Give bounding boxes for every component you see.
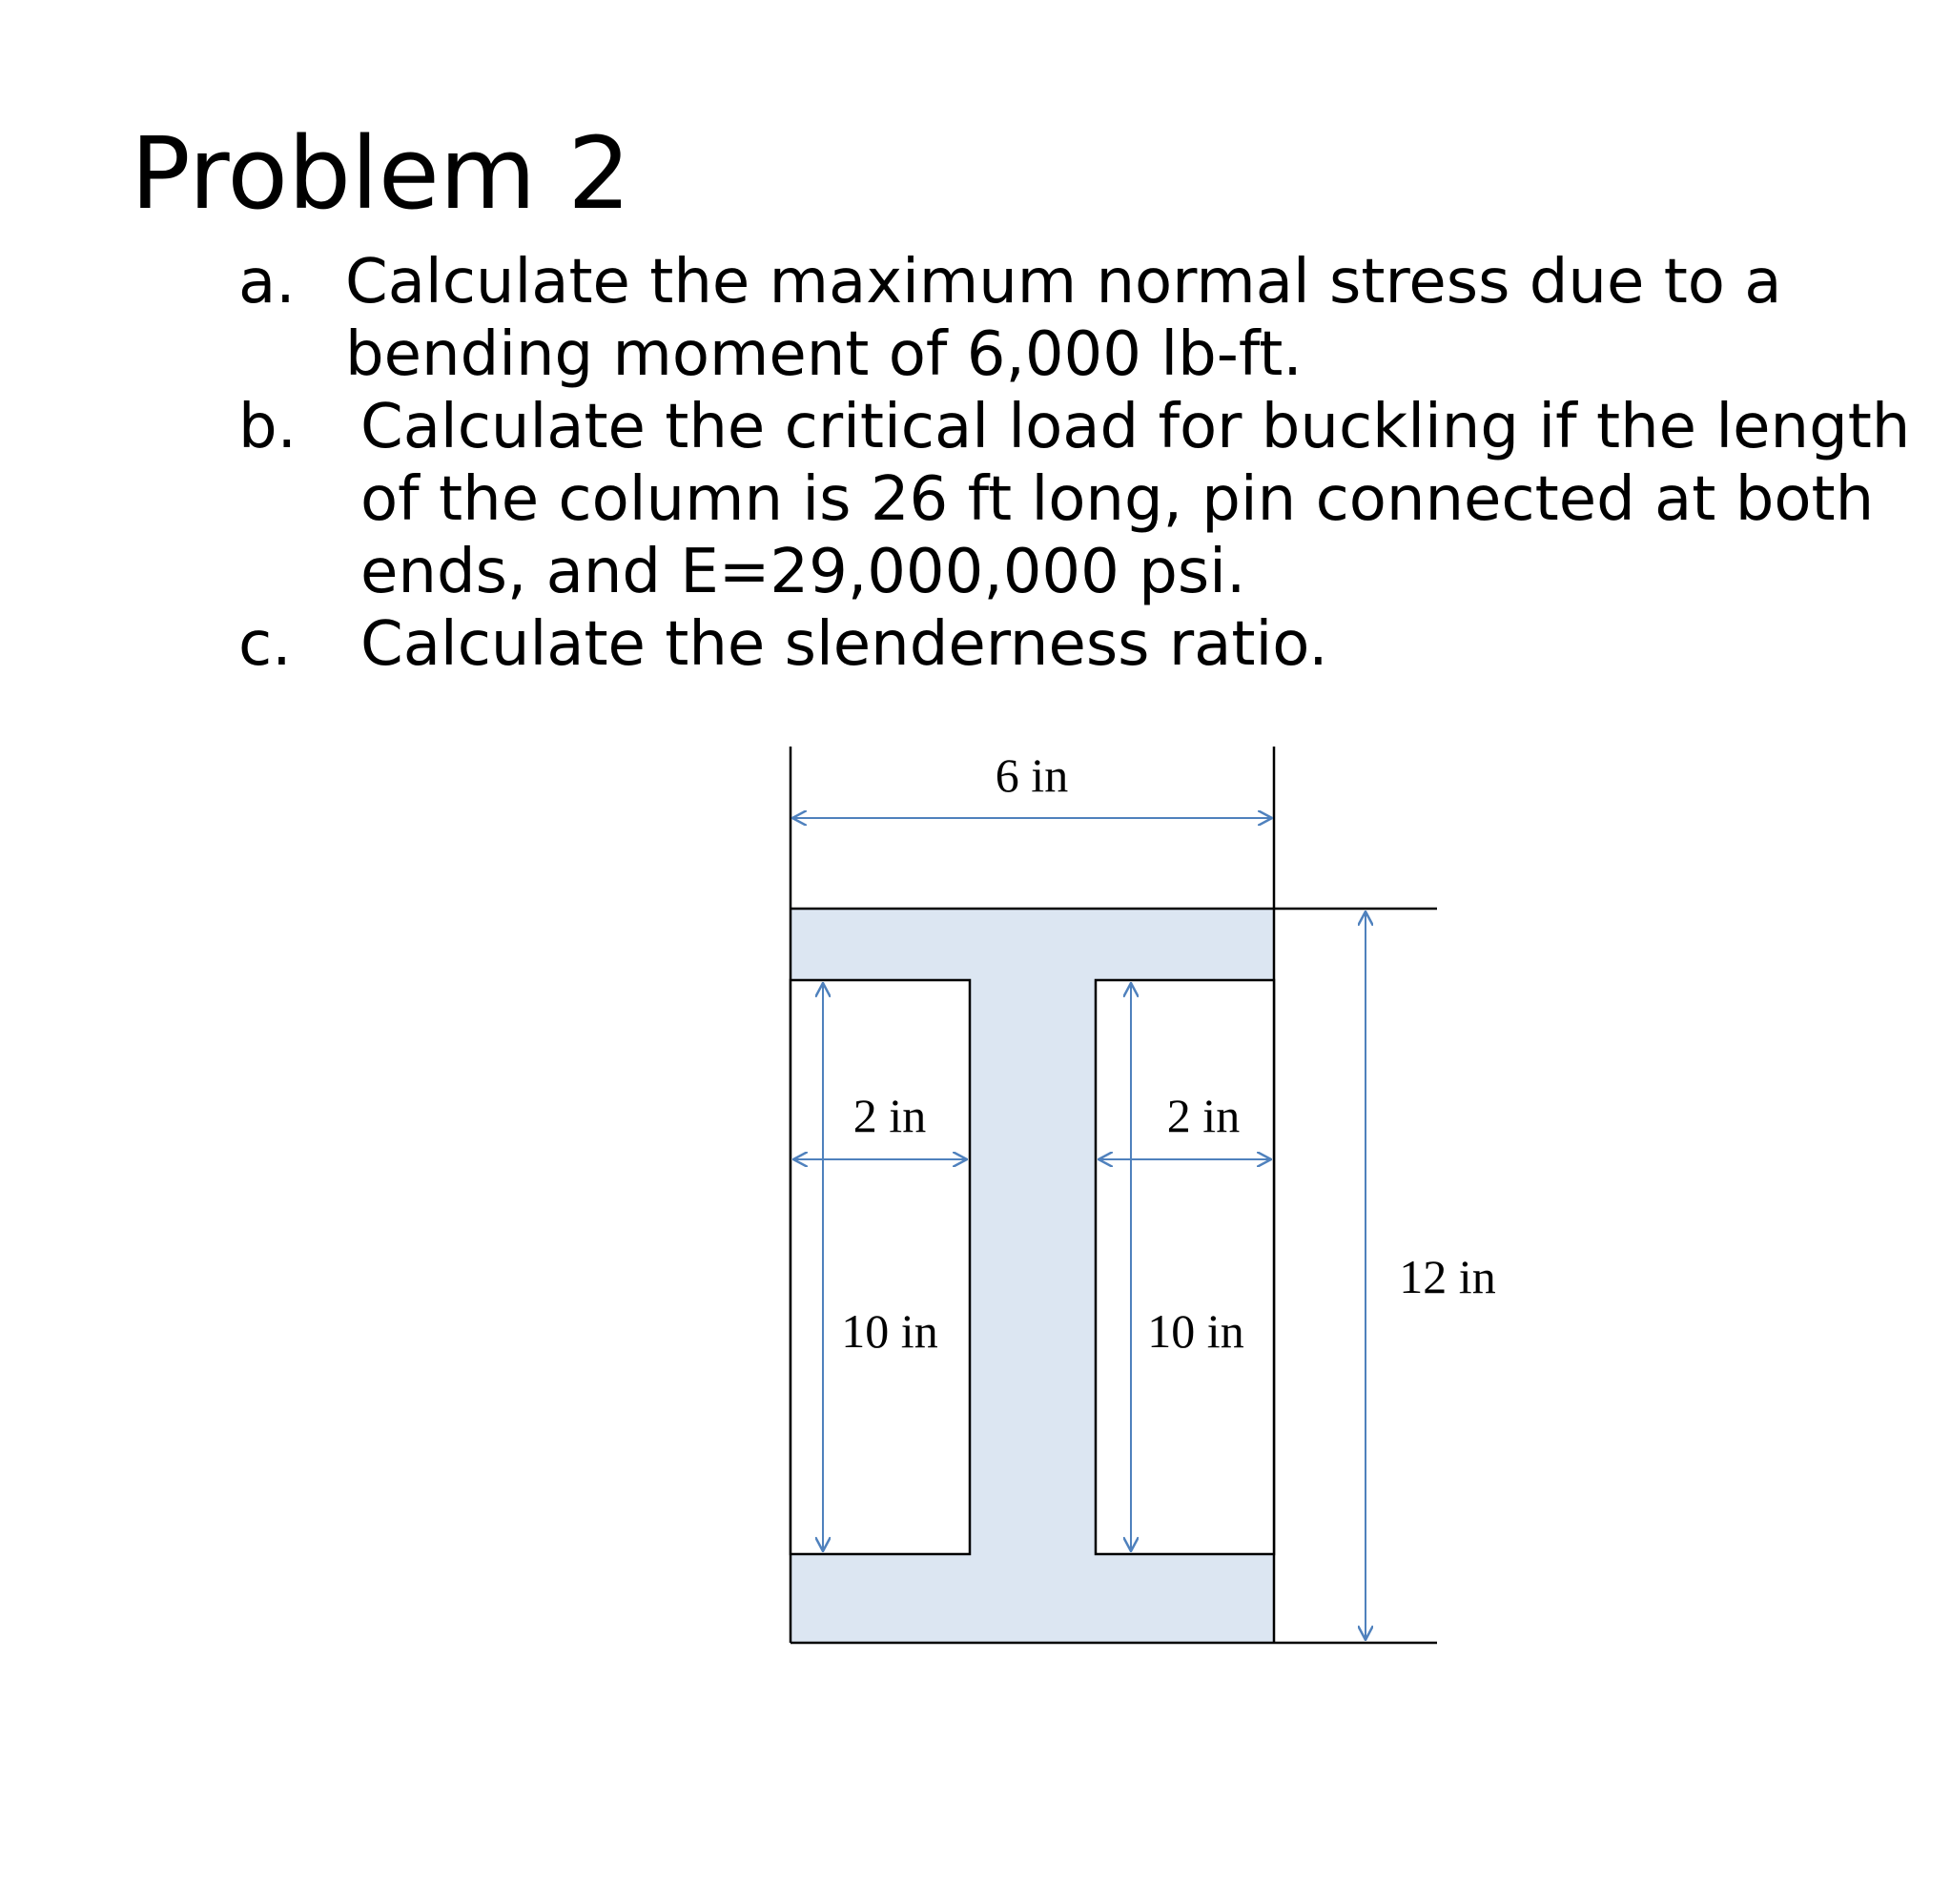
left-cutout (791, 980, 970, 1554)
question-a-line-2: bending moment of 6,000 lb-ft. (345, 319, 1303, 390)
question-a-marker: a. (238, 247, 296, 317)
question-b-line-1: Calculate the critical load for buckling if the length (360, 392, 1911, 462)
question-b-marker: b. (238, 392, 297, 462)
left-cutout-width-label: 2 in (852, 1089, 927, 1142)
height-label: 12 in (1399, 1250, 1496, 1303)
question-a-line-1: Calculate the maximum normal stress due to a (345, 247, 1782, 317)
left-cutout-height-label: 10 in (841, 1304, 938, 1358)
problem-title: Problem 2 (131, 115, 631, 232)
right-cutout-width-label: 2 in (1166, 1089, 1241, 1142)
right-cutout-height-label: 10 in (1147, 1304, 1244, 1358)
width-label: 6 in (995, 748, 1069, 802)
question-c-line-1: Calculate the slenderness ratio. (360, 609, 1328, 680)
question-b-line-2: of the column is 26 ft long, pin connected at both (360, 464, 1875, 535)
question-b-line-3: ends, and E=29,000,000 psi. (360, 537, 1246, 607)
right-cutout (1096, 980, 1274, 1554)
question-c-marker: c. (238, 609, 292, 680)
